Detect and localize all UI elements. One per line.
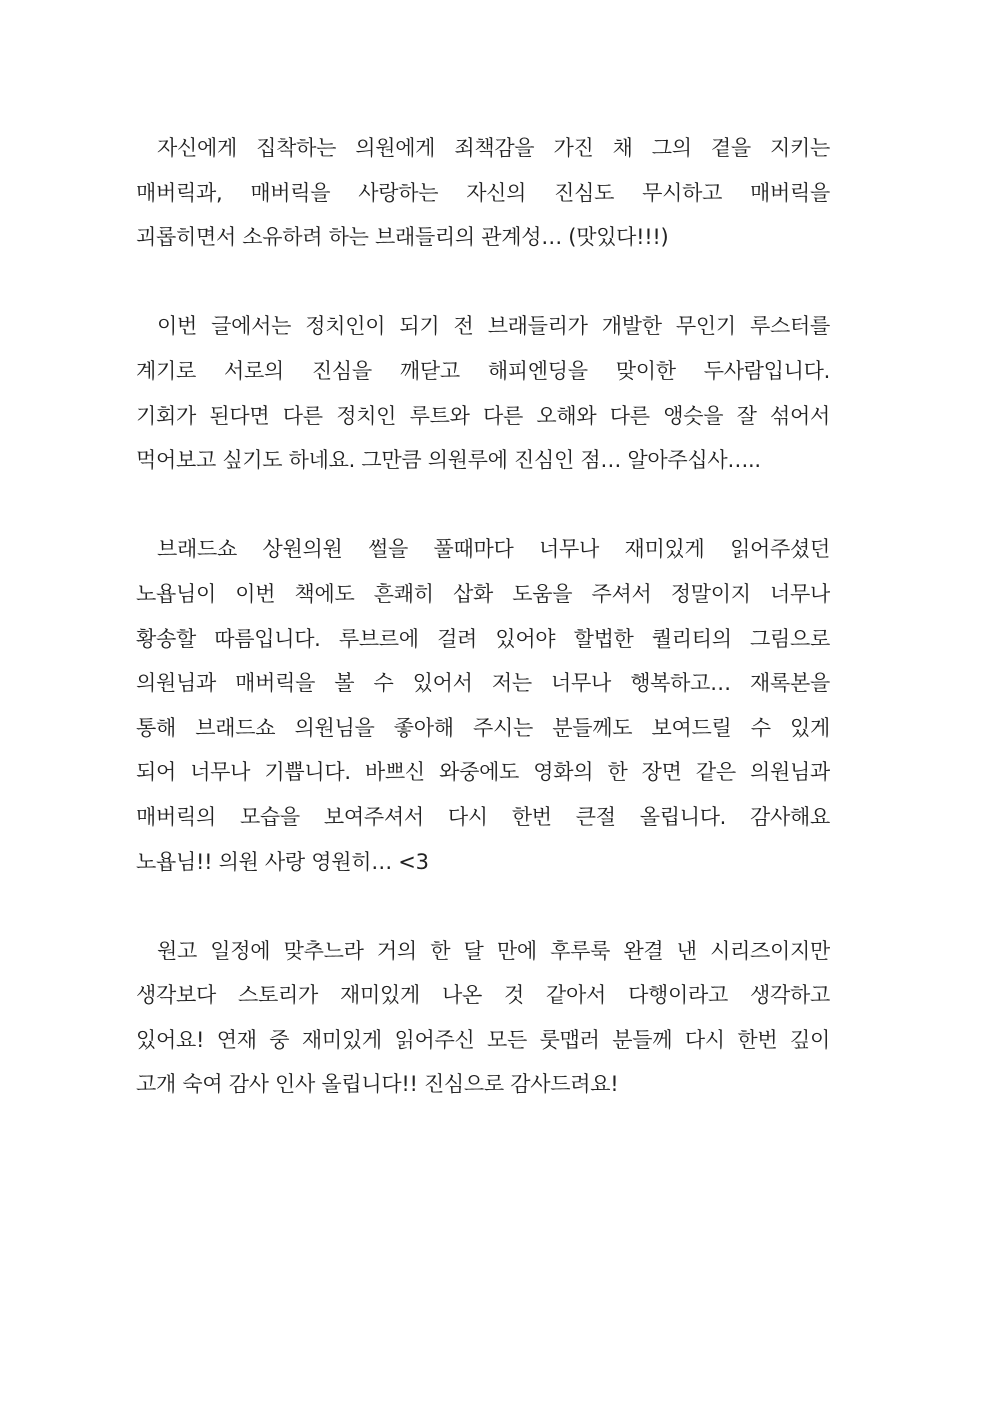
paragraph-3: [136, 527, 830, 884]
paragraph-2: [136, 304, 830, 482]
text-line: 있어요! 연재 중 재미있게 읽어주신 모든 룻맵러 분들께 다시 한번 깊이: [136, 1027, 830, 1052]
text-line: 통해 브래드쇼 의원님을 좋아해 주시는 분들께도 보여드릴 수 있게: [136, 715, 830, 740]
paragraph-4: [136, 929, 830, 1107]
text-line: 의원님과 매버릭을 볼 수 있어서 저는 너무나 행복하고… 재록본을: [136, 671, 830, 696]
text-line: 이번 글에서는 정치인이 되기 전 브래들리가 개발한 무인기 루스터를: [157, 314, 830, 339]
text-line: 황송할 따름입니다. 루브르에 걸려 있어야 할법한 퀄리티의 그림으로: [136, 626, 830, 651]
text-line: 기회가 된다면 다른 정치인 루트와 다른 오해와 다른 앵슷을 잘 섞어서: [136, 403, 830, 428]
text-line: 자신에게 집착하는 의원에게 죄책감을 가진 채 그의 곁을 지키는: [157, 136, 830, 160]
text-line: 노욥님!! 의원 사랑 영원히… <3: [136, 849, 429, 874]
text-line: 생각보다 스토리가 재미있게 나온 것 같아서 다행이라고 생각하고: [136, 983, 830, 1008]
text-line: 원고 일정에 맞추느라 거의 한 달 만에 후루룩 완결 낸 시리즈이지만: [157, 938, 830, 963]
text-line: 브래드쇼 상원의원 썰을 풀때마다 너무나 재미있게 읽어주셨던: [157, 537, 830, 562]
text-line: 매버릭의 모습을 보여주셔서 다시 한번 큰절 올립니다. 감사해요: [136, 804, 830, 829]
afterword-text: [136, 126, 830, 1152]
text-line: 계기로 서로의 진심을 깨닫고 해피엔딩을 맞이한 두사람입니다.: [136, 358, 830, 383]
text-line: 고개 숙여 감사 인사 올립니다!! 진심으로 감사드려요!: [136, 1072, 619, 1097]
text-line: 되어 너무나 기쁩니다. 바쁘신 와중에도 영화의 한 장면 같은 의원님과: [136, 760, 830, 785]
text-line: 노욥님이 이번 책에도 흔쾌히 삽화 도움을 주셔서 정말이지 너무나: [136, 581, 830, 606]
text-line: 매버릭과, 매버릭을 사랑하는 자신의 진심도 무시하고 매버릭을: [136, 180, 830, 205]
paragraph-1: [136, 126, 830, 260]
text-line: 괴롭히면서 소유하려 하는 브래들리의 관계성… (맛있다!!!): [136, 225, 669, 250]
text-line: 먹어보고 싶기도 하네요. 그만큼 의원루에 진심인 점… 알아주십사…..: [136, 448, 761, 473]
